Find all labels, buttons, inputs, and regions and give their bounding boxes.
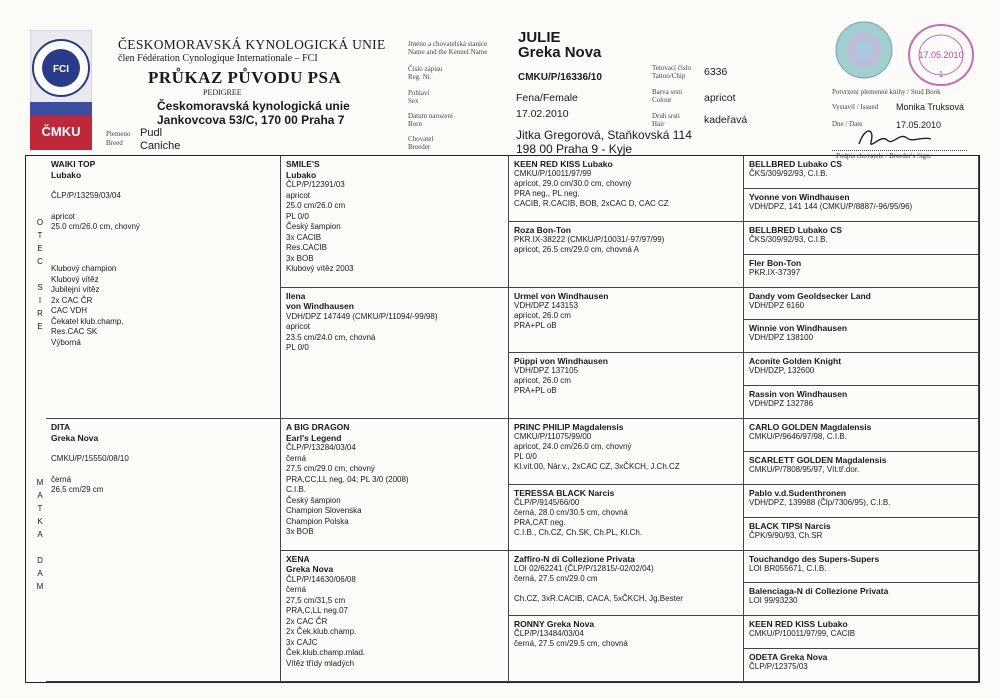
ancestor-name: Fler Bon-Ton bbox=[749, 257, 802, 268]
colour-label-en: Colour bbox=[652, 96, 672, 104]
svg-text:1: 1 bbox=[938, 70, 944, 79]
ancestor-detail: CACIB, R.CACIB, BOB, 2xCAC D, CAC CZ bbox=[514, 199, 669, 208]
ancestor-name: Pablo v.d.Sudenthronen bbox=[749, 487, 847, 498]
ancestor-detail: VDH/DPZ 143153 bbox=[514, 300, 579, 310]
ancestor-name: SMILE'S bbox=[286, 159, 320, 169]
colour-value: apricot bbox=[704, 92, 736, 104]
ancestor-detail: Champion Slovenska bbox=[286, 506, 362, 515]
birth-label-en: Born bbox=[408, 120, 422, 128]
ancestor-detail: Ch.CZ, 3xR.CACIB, CACA, 5xČKCH, Jg.Bester bbox=[514, 593, 683, 603]
ancestor-detail: 2x Ček.klub.champ. bbox=[286, 627, 357, 636]
ancestor-name: A BIG DRAGON bbox=[286, 422, 350, 432]
breeder-line-1: Jitka Gregorová, Staňkovská 114 bbox=[516, 128, 692, 142]
ancestor-detail: černá, 27.5 cm/29.0 cm bbox=[514, 573, 598, 583]
ancestor-detail: apricot bbox=[286, 190, 311, 200]
reg-number: CMKU/P/16336/10 bbox=[518, 72, 602, 83]
org-address-2: Jankovcova 53/C, 170 00 Praha 7 bbox=[157, 113, 345, 127]
ancestor-detail: 26,5 cm/29 cm bbox=[51, 485, 104, 494]
ancestor-detail: apricot, 26.0 cm bbox=[514, 310, 571, 320]
ancestor-g4-8 bbox=[744, 386, 979, 419]
ancestor-detail: černá bbox=[286, 585, 307, 594]
ancestor-name: TERESSA BLACK Narcis bbox=[514, 487, 615, 498]
ancestor-detail: VDH/DPZ 132786 bbox=[749, 399, 814, 409]
ancestor-g1-2 bbox=[46, 419, 281, 682]
hair-label-cz: Druh srsti bbox=[652, 112, 680, 120]
ancestor-detail: VDH/DPZ, 141 144 (CMKU/P/8887/-96/95/96) bbox=[749, 201, 913, 211]
ancestor-name: BLACK TIPSI Narcis bbox=[749, 520, 831, 531]
ancestor-detail: VDH/DPZ 147449 (CMKU/P/11094/-99/98) bbox=[286, 311, 438, 321]
ancestor-name: WAIKI TOP bbox=[51, 159, 96, 169]
ancestor-detail: Jubilejní vítěz bbox=[51, 285, 100, 294]
ancestor-detail bbox=[51, 243, 275, 254]
sex-label-en: Sex bbox=[408, 97, 419, 105]
ancestor-name: ODETA Greka Nova bbox=[749, 652, 828, 663]
ancestor-detail: Ček.klub.champ.mlad. bbox=[286, 648, 366, 657]
ancestor-detail: C.I.B. bbox=[286, 485, 307, 494]
ancestor-name: Ilena bbox=[286, 290, 306, 301]
side-letter: D bbox=[37, 556, 43, 565]
tattoo-label-cz: Tetovací číslo bbox=[652, 64, 691, 72]
ancestor-detail: PRA neg., PL neg. bbox=[514, 189, 580, 198]
ancestor-detail: PL 0/0 bbox=[286, 211, 309, 221]
ancestor-name: CARLO GOLDEN Magdalensis bbox=[749, 422, 872, 432]
ancestor-name: Rassin von Windhausen bbox=[749, 389, 848, 400]
official-stamp bbox=[906, 22, 976, 93]
ancestor-detail: Čekatel klub.champ. bbox=[51, 316, 124, 326]
ancestor-detail: CMKU/P/10011/97/99, CACIB bbox=[749, 629, 856, 639]
ancestor-detail bbox=[514, 584, 738, 594]
org-name: ČESKOMORAVSKÁ KYNOLOGICKÁ UNIE bbox=[118, 37, 386, 52]
ancestor-detail: Res.CACIB bbox=[286, 243, 327, 252]
hair-label-en: Hair bbox=[652, 120, 665, 128]
side-letter: E bbox=[37, 244, 43, 253]
breed-en: Caniche bbox=[140, 140, 181, 152]
breeder-label-cz: Chovatel bbox=[408, 135, 434, 143]
ancestor-detail: VDH/DPZ 6160 bbox=[749, 300, 805, 310]
breeder-line-2: 198 00 Praha 9 - Kyje bbox=[516, 142, 633, 156]
ancestor-detail: PRA,C,LL neg.07 bbox=[286, 606, 348, 615]
ancestor-name: KEEN RED KISS Lubako bbox=[514, 159, 613, 169]
sex-label-cz: Pohlaví bbox=[408, 89, 430, 97]
ancestor-detail: PRA+PL oB bbox=[514, 320, 557, 330]
birth-label-cz: Datum narození bbox=[408, 112, 453, 120]
side-letter: T bbox=[37, 504, 43, 513]
studbook-label: Potvrzení plemenné knihy / Stud Book bbox=[832, 88, 941, 96]
ancestor-detail: PRA+PL oB bbox=[514, 386, 557, 396]
name-label-en: Name and the Kennel Name bbox=[408, 48, 488, 56]
ancestor-detail: apricot, 29.0 cm/30.0 cm, chovný bbox=[514, 179, 632, 188]
ancestor-g3-8 bbox=[509, 616, 744, 682]
ancestor-detail: Champion Polska bbox=[286, 516, 349, 526]
ancestor-g4-4 bbox=[744, 255, 979, 288]
ancestor-detail: apricot, 26.0 cm bbox=[514, 376, 571, 386]
issue-date: 17.05.2010 bbox=[896, 120, 942, 130]
ancestor-detail: apricot bbox=[286, 322, 311, 331]
ancestor-name: Urmel von Windhausen bbox=[514, 290, 609, 301]
hologram-seal bbox=[834, 20, 894, 85]
ancestor-g4-12 bbox=[744, 518, 979, 551]
ancestor-detail: 23.5 cm/24.0 cm, chovná bbox=[286, 332, 376, 342]
ancestor-name: Earl's Legend bbox=[286, 432, 342, 443]
ancestor-g4-16 bbox=[744, 649, 979, 682]
ancestor-name: Zaffiro-N di Collezione Privata bbox=[514, 553, 635, 564]
breed-cz: Pudl bbox=[140, 127, 163, 139]
side-letter: T bbox=[37, 231, 43, 240]
ancestor-detail: černá, 28.0 cm/30.5 cm, chovná bbox=[514, 507, 628, 517]
ancestor-g3-3 bbox=[509, 288, 744, 354]
side-letter: A bbox=[37, 530, 43, 539]
ancestor-detail: VDH/DPZ, 139988 (Člp/7306/95), C.I.B. bbox=[749, 497, 891, 507]
ancestor-name: von Windhausen bbox=[286, 301, 354, 311]
ancestor-detail bbox=[51, 443, 275, 454]
ancestor-g3-7 bbox=[509, 551, 744, 617]
cmku-logo bbox=[30, 30, 92, 150]
ancestor-detail bbox=[51, 201, 275, 212]
ancestor-detail: PKR.IX-37397 bbox=[749, 267, 801, 277]
ancestor-detail: LOI BR055671, C.I.B. bbox=[749, 563, 827, 573]
svg-text:ČMKU: ČMKU bbox=[41, 124, 81, 139]
ancestor-detail: 27,5 cm/29.0 cm, chovný bbox=[286, 464, 375, 473]
reg-label-cz: Číslo zápisu bbox=[408, 65, 443, 73]
ancestor-detail: CMKU/P/15550/08/10 bbox=[51, 453, 129, 463]
ancestor-detail: LOI 02/62241 (ČLP/P/12815/-02/02/04) bbox=[514, 563, 654, 573]
doc-subtitle: PEDIGREE bbox=[203, 88, 242, 97]
ancestor-detail: ČLP/P/12391/03 bbox=[286, 180, 345, 189]
ancestor-g2-1 bbox=[281, 156, 509, 288]
colour-label-cz: Barva srsti bbox=[652, 88, 683, 96]
ancestor-detail: 27,5 cm/31,5 cm bbox=[286, 595, 346, 605]
side-letter: E bbox=[37, 322, 43, 331]
ancestor-detail: ČLP/P/13284/03/04 bbox=[286, 443, 356, 452]
ancestor-name: Dandy vom Geoldsecker Land bbox=[749, 290, 871, 301]
ancestor-g4-15 bbox=[744, 616, 979, 649]
ancestor-detail: ČLP/P/13484/03/04 bbox=[514, 629, 584, 639]
ancestor-detail: CMKU/P/11075/99/00 bbox=[514, 432, 592, 441]
side-letter: I bbox=[38, 296, 42, 305]
hair-value: kadeřavá bbox=[704, 114, 748, 126]
sign-label: Podpis chovatele / Breeder's Sign. bbox=[836, 152, 932, 160]
ancestor-g4-1 bbox=[744, 156, 979, 189]
ancestor-detail: Klubový vítěz 2003 bbox=[286, 264, 354, 273]
ancestor-g4-6 bbox=[744, 320, 979, 353]
ancestor-detail: 3x BOB bbox=[286, 527, 314, 536]
ancestor-detail: ČLP/P/12375/03 bbox=[749, 662, 808, 672]
ancestor-detail: CAC VDH bbox=[51, 306, 88, 315]
doc-title: PRŮKAZ PŮVODU PSA bbox=[148, 68, 342, 87]
ancestor-detail: černá bbox=[51, 474, 72, 484]
ancestor-g4-2 bbox=[744, 189, 979, 222]
ancestor-name: Roza Bon-Ton bbox=[514, 224, 571, 235]
issued-label: Vystavil / Issued bbox=[832, 103, 879, 111]
side-letter: C bbox=[37, 257, 43, 266]
ancestor-detail: CMKU/P/10011/97/99 bbox=[514, 169, 592, 178]
ancestor-detail: ČLP/P/14630/06/08 bbox=[286, 574, 356, 584]
ancestor-detail: 3x BOB bbox=[286, 253, 314, 263]
ancestor-g3-4 bbox=[509, 353, 744, 419]
svg-text:FCI: FCI bbox=[52, 64, 70, 75]
ancestor-detail: CMKU/P/9646/97/98, C.I.B. bbox=[749, 432, 847, 441]
reg-label-en: Reg. Nr. bbox=[408, 73, 432, 81]
ancestor-g3-6 bbox=[509, 485, 744, 551]
birth-value: 17.02.2010 bbox=[516, 108, 569, 120]
ancestor-detail: apricot, 24.0 cm/26.0 cm, chovný bbox=[514, 442, 632, 451]
side-letter: S bbox=[37, 283, 43, 292]
ancestor-g4-10 bbox=[744, 452, 979, 485]
ancestor-name: Greka Nova bbox=[51, 432, 99, 443]
side-letter: O bbox=[36, 218, 44, 227]
ancestor-detail: 2x CAC ČR bbox=[51, 295, 93, 305]
breed-label-en: Breed bbox=[106, 139, 123, 147]
tattoo-value: 6336 bbox=[704, 66, 728, 78]
ancestor-detail: VDH/DPZ 138100 bbox=[749, 333, 814, 343]
ancestor-detail: ČLP/P/13259/03/04 bbox=[51, 190, 121, 200]
ancestor-g3-1 bbox=[509, 156, 744, 222]
ancestor-name: PRINC PHILIP Magdalensis bbox=[514, 422, 624, 432]
ancestor-detail: Klubový vítěz bbox=[51, 274, 99, 284]
ancestor-g4-7 bbox=[744, 353, 979, 386]
ancestor-detail: PKR.IX-38222 (CMKU/P/10031/-97/97/99) bbox=[514, 234, 665, 244]
side-letter: K bbox=[37, 517, 43, 526]
ancestor-name: Lubako bbox=[286, 169, 317, 180]
name-label-cz: Jméno a chovatelská stanice bbox=[408, 40, 488, 48]
ancestor-name: Balenciaga-N di Collezione Privata bbox=[749, 586, 889, 597]
ancestor-name: BELLBRED Lubako CS bbox=[749, 224, 843, 235]
ancestor-g4-14 bbox=[744, 583, 979, 616]
ancestor-detail: C.I.B., Ch.CZ, Ch.SK, Ch.PL, Kl.Ch. bbox=[514, 527, 643, 537]
ancestor-detail bbox=[51, 254, 275, 265]
ancestor-detail: apricot, 26.5 cm/29.0 cm, chovná A bbox=[514, 244, 639, 254]
ancestor-detail: Výborná bbox=[51, 337, 81, 347]
ancestor-name: Aconite Golden Knight bbox=[749, 356, 842, 367]
org-address-1: Českomoravská kynologická unie bbox=[157, 99, 350, 113]
side-letter: A bbox=[37, 491, 43, 500]
ancestor-detail: Český šampion bbox=[286, 222, 341, 231]
date-label: Dne / Date bbox=[832, 120, 863, 128]
ancestor-detail: černá, 27.5 cm/29.5 cm, chovná bbox=[514, 639, 628, 649]
ancestor-name: Yvonne von Windhausen bbox=[749, 191, 850, 202]
ancestor-detail: ČPK/9/90/93, Ch.SR bbox=[749, 530, 823, 540]
ancestor-detail: Vítěz třídy mladých bbox=[286, 658, 355, 668]
ancestor-name: BELLBRED Lubako CS bbox=[749, 159, 843, 169]
ancestor-name: DITA bbox=[51, 422, 71, 432]
org-member: člen Fédération Cynologique Internationale – FCI bbox=[118, 53, 318, 64]
ancestor-detail: apricot bbox=[51, 211, 76, 221]
ancestor-detail: LOI 99/93230 bbox=[749, 596, 798, 606]
ancestor-detail: ČKS/309/92/93, C.I.B. bbox=[749, 169, 828, 178]
ancestor-g3-5 bbox=[509, 419, 744, 485]
ancestor-detail: 2x CAC ČR bbox=[286, 616, 328, 626]
issued-by: Monika Truksová bbox=[896, 102, 965, 112]
breed-label-cz: Plemeno bbox=[106, 130, 131, 138]
ancestor-g4-11 bbox=[744, 485, 979, 518]
ancestor-name: Lubako bbox=[51, 169, 82, 180]
ancestor-name: Püppi von Windhausen bbox=[514, 356, 608, 367]
ancestor-g4-3 bbox=[744, 222, 979, 255]
ancestor-g2-2 bbox=[281, 288, 509, 420]
breeder-label-en: Breeder bbox=[408, 143, 431, 151]
ancestor-g2-3 bbox=[281, 419, 509, 551]
ancestor-name: Winnie von Windhausen bbox=[749, 323, 848, 334]
ancestor-detail: PL 0/0 bbox=[286, 343, 309, 352]
ancestor-detail: ČLP/P/9145/66/00 bbox=[514, 497, 580, 507]
ancestor-detail: 25.0 cm/26.0 cm bbox=[286, 201, 346, 210]
ancestor-g1-1 bbox=[46, 156, 281, 419]
ancestor-detail bbox=[51, 233, 275, 244]
ancestor-detail bbox=[51, 180, 275, 191]
ancestor-g4-13 bbox=[744, 551, 979, 584]
ancestor-detail: CMKU/P/7808/95/97, Vít.tř.dor. bbox=[749, 464, 860, 474]
ancestor-detail: VDH/DPZ 137105 bbox=[514, 366, 579, 376]
ancestor-detail: Klubový champion bbox=[51, 264, 117, 273]
side-letter: M bbox=[36, 478, 44, 487]
ancestor-detail: VDH/DZP, 132600 bbox=[749, 366, 815, 376]
ancestor-detail: PRA,CAT neg. bbox=[514, 517, 566, 527]
ancestor-name: RONNY Greka Nova bbox=[514, 619, 595, 630]
ancestor-detail: Res.CAC SK bbox=[51, 327, 98, 336]
kennel-name: Greka Nova bbox=[518, 44, 602, 61]
ancestor-name: Touchandgo des Supers-Supers bbox=[749, 553, 880, 564]
ancestor-g3-2 bbox=[509, 222, 744, 288]
dog-name: JULIE bbox=[518, 29, 561, 46]
ancestor-detail: 3x CACIB bbox=[286, 232, 322, 242]
ancestor-name: Greka Nova bbox=[286, 564, 334, 574]
side-letter: M bbox=[36, 582, 44, 591]
ancestor-detail: 25.0 cm/26.0 cm, chovný bbox=[51, 222, 140, 231]
ancestor-name: SCARLETT GOLDEN Magdalensis bbox=[749, 454, 887, 465]
ancestor-g4-5 bbox=[744, 288, 979, 321]
ancestor-detail: 3x CAJC bbox=[286, 637, 318, 647]
ancestor-g2-4 bbox=[281, 551, 509, 683]
ancestor-name: KEEN RED KISS Lubako bbox=[749, 619, 848, 630]
tattoo-label-en: Tattoo/Chip bbox=[652, 72, 686, 80]
ancestor-detail: PL 0/0 bbox=[514, 452, 537, 461]
ancestor-detail: černá bbox=[286, 453, 307, 463]
ancestor-g4-9 bbox=[744, 419, 979, 452]
side-letter: R bbox=[37, 309, 43, 318]
ancestor-detail: PRA,CC,LL neg, 04; PL 3/0 (2008) bbox=[286, 474, 409, 484]
ancestor-detail bbox=[51, 464, 275, 475]
svg-text:17.05.2010: 17.05.2010 bbox=[918, 50, 964, 60]
ancestor-detail: Kl.vít.00, Nár.v., 2xCAC CZ, 3xČKCH, J.Ch.CZ bbox=[514, 462, 680, 471]
ancestor-detail: Český šampion bbox=[286, 495, 341, 505]
ancestor-name: XENA bbox=[286, 553, 310, 564]
pedigree-table bbox=[25, 155, 980, 683]
sex-value: Fena/Female bbox=[516, 92, 578, 104]
ancestor-detail: ČKS/309/92/93, C.I.B. bbox=[749, 234, 828, 244]
side-letter: A bbox=[37, 569, 43, 578]
